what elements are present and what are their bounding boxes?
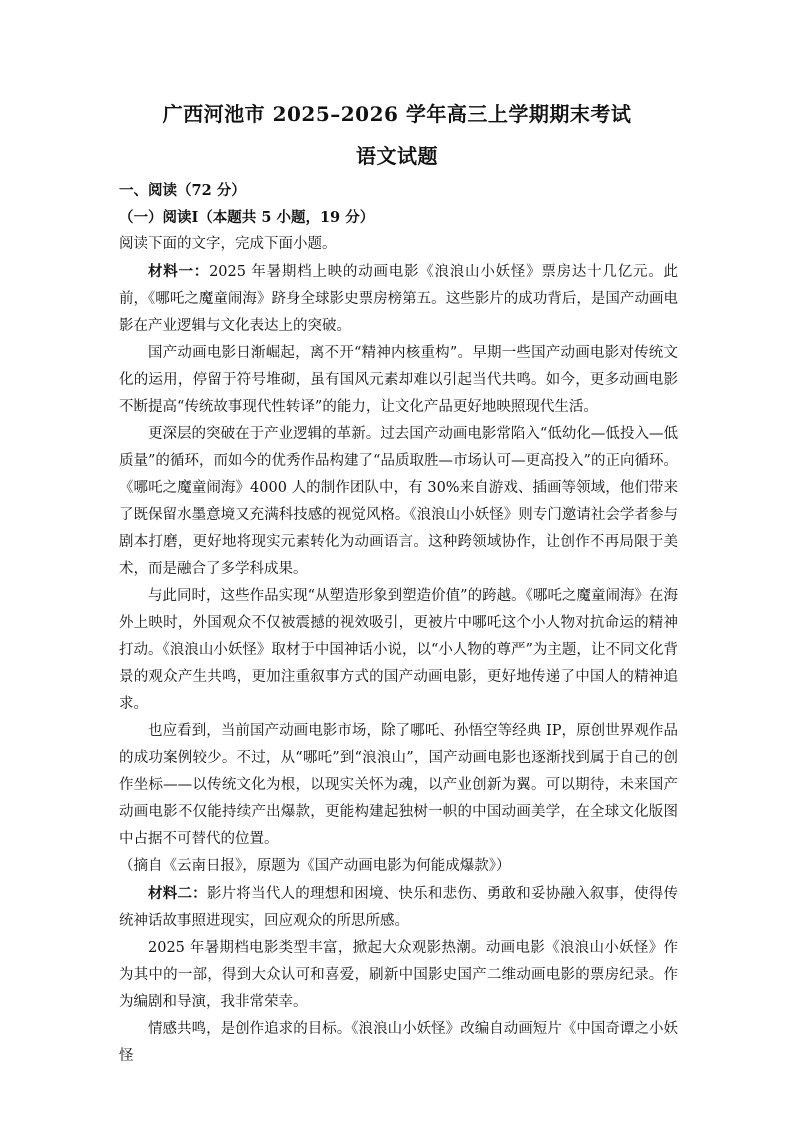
document-body	[119, 177, 678, 1070]
page-subtitle: 语文试题	[356, 144, 438, 168]
subsection-heading: （一）阅读Ⅰ（本题共 5 小题，19 分）	[119, 209, 375, 226]
material2-label: 材料二：	[148, 885, 207, 902]
material1-paragraph-5: 也应看到，当前国产动画电影市场，除了哪吒、孙悟空等经典 IP，原创世界观作品的成功案例较少。不过，从“哪吒”到“浪浪山”，国产动画电影也逐渐找到属于自己的创作坐标——以传统文化为根，以现实关怀为魂，以产业创新为翼。可以期待，未来国产动画电影不仅能持续产出爆款，更能构建起独树一帜的中国动画美学，在全球文化版图中占据不可替代的位置。	[119, 723, 678, 847]
material1-p1-text: 2025 年暑期档上映的动画电影《浪浪山小妖怪》票房达十几亿元。此前，《哪吒之魔童闹海》跻身全球影史票房榜第五。这些影片的成功背后，是国产动画电影在产业逻辑与文化表达上的突破。	[119, 264, 678, 334]
material2-paragraph-2: 2025 年暑期档电影类型丰富，掀起大众观影热潮。动画电影《浪浪山小妖怪》作为其中的一部，得到大众认可和喜爱，刷新中国影史国产二维动画电影的票房纪录。作为编剧和导演，我非常荣幸。	[119, 940, 678, 1010]
instruction-text: 阅读下面的文字，完成下面小题。	[119, 236, 337, 252]
material2-paragraph-1	[119, 880, 678, 935]
material1-paragraph-2: 国产动画电影日渐崛起，离不开“精神内核重构”。早期一些国产动画电影对传统文化的运用，停留于符号堆砌，虽有国风元素却难以引起当代共鸣。如今，更多动画电影不断提高“传统故事现代性转译”的能力，让文化产品更好地映照现代生活。	[119, 345, 678, 415]
page-title: 广西河池市 2025–2026 学年高三上学期期末考试	[162, 102, 632, 126]
material1-label: 材料一：	[148, 263, 210, 280]
section-heading: 一、阅读（72 分）	[119, 182, 246, 199]
material2-paragraph-3: 情感共鸣，是创作追求的目标。《浪浪山小妖怪》改编自动画短片《中国奇谭之小妖怪	[119, 1021, 678, 1064]
material2-p1-text: 影片将当代人的理想和困境、快乐和悲伤、勇敢和妥协融入叙事，使得传统神话故事照进现实，回应观众的所思所感。	[119, 886, 679, 929]
material1-source: （摘自《云南日报》，原题为《国产动画电影为何能成爆款》）	[119, 858, 511, 874]
material1-paragraph-4: 与此同时，这些作品实现“从塑造形象到塑造价值”的跨越。《哪吒之魔童闹海》在海外上映时，外国观众不仅被震撼的视效吸引，更被片中哪吒这个小人物对抗命运的精神打动。《浪浪山小妖怪》取材于中国神话小说，以“小人物的尊严”为主题，让不同文化背景的观众产生共鸣，更加注重叙事方式的国产动画电影，更好地传递了中国人的精神追求。	[119, 588, 678, 712]
material1-paragraph-1	[119, 258, 678, 340]
material1-paragraph-3: 更深层的突破在于产业逻辑的革新。过去国产动画电影常陷入“低幼化—低投入—低质量”的循环，而如今的优秀作品构建了“品质取胜—市场认可—更高投入”的正向循环。《哪吒之魔童闹海》4000 人的制作团队中，有 30%来自游戏、插画等领域，他们带来了既保留水墨意境又充满科技感的视觉风格。《浪浪山小妖怪》则专门邀请社会学者参与剧本打磨，更好地将现实元素转化为动画语言。这种跨领域协作，让创作不再局限于美术，而是融合了多学科成果。	[119, 426, 678, 577]
